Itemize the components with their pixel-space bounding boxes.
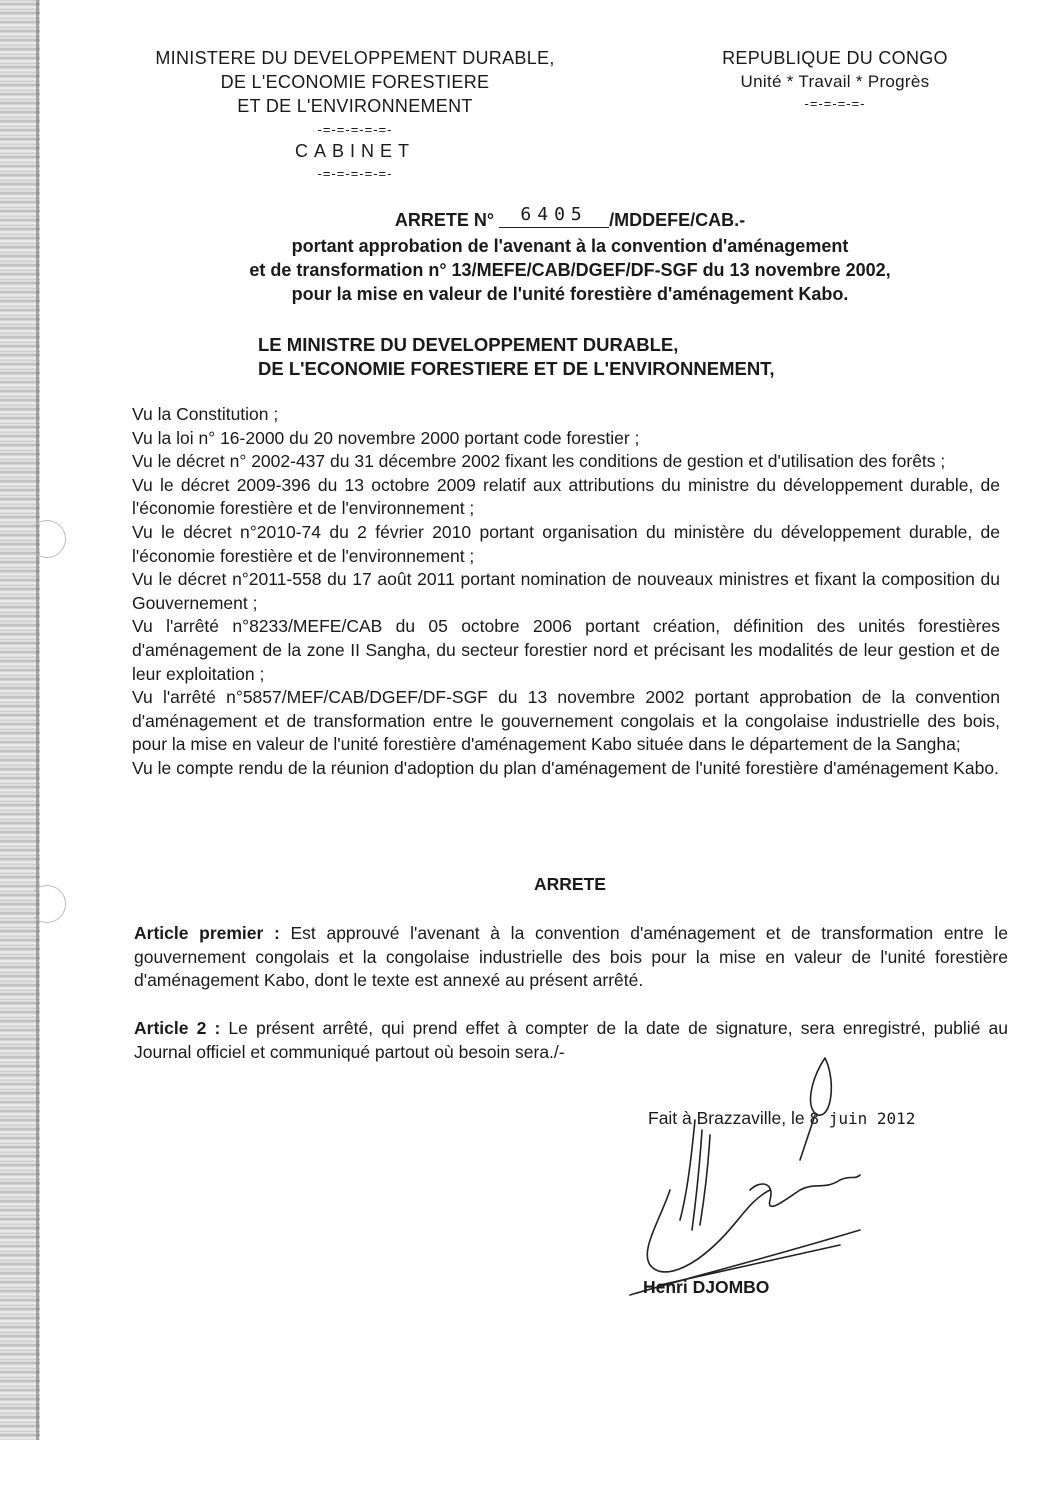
consideration-decret-2011-558: Vu le décret n°2011-558 du 17 août 2011 portant nomination de nouveaux ministres et fixant la composition du Gouvernement ; (132, 569, 1000, 613)
ministry-line-3: ET DE L'ENVIRONNEMENT (237, 96, 473, 116)
republic-name: REPUBLIQUE DU CONGO (722, 48, 948, 68)
arrete-number: 6405 (520, 204, 588, 225)
signature-place: Fait à Brazzaville, le (648, 1108, 805, 1128)
arrete-subject-line-1: portant approbation de l'avenant à la convention d'aménagement (291, 236, 849, 256)
article-premier-label: Article premier : (134, 923, 280, 943)
minister-line-1: LE MINISTRE DU DEVELOPPEMENT DURABLE, (258, 334, 679, 355)
ministry-line-1: MINISTERE DU DEVELOPPEMENT DURABLE, (155, 48, 555, 68)
handwritten-signature (600, 1040, 900, 1310)
article-premier-text: Est approuvé l'avenant à la convention d'aménagement et de transformation entre le gouvernement congolais et la congolaise industrielle des bois pour la mise en valeur de l'unité forestière d'aménagement Kabo, dont le texte est annexé au présent arrêté. (134, 923, 1009, 991)
cabinet-decoration: -=-=-=-=-=- (317, 166, 393, 181)
arrete-heading: ARRETE (534, 874, 606, 894)
republic-decoration: -=-=-=-=- (804, 96, 866, 111)
article-2-label: Article 2 : (134, 1018, 221, 1038)
scan-edge-artifact (0, 0, 40, 1440)
arrete-suffix: /MDDEFE/CAB.- (609, 210, 746, 230)
ministry-header (110, 46, 600, 181)
consideration-constitution: Vu la Constitution ; (132, 404, 279, 424)
article-2-text: Le présent arrêté, qui prend effet à compter de la date de signature, sera enregistré, publié au Journal officiel et communiqué partout où besoin sera./- (134, 1018, 1008, 1062)
arrete-subject-line-3: pour la mise en valeur de l'unité forestière d'aménagement Kabo. (291, 284, 849, 304)
punch-hole-middle (28, 885, 66, 923)
republic-header (690, 46, 980, 111)
consideration-arrete-8233: Vu l'arrêté n°8233/MEFE/CAB du 05 octobre 2006 portant création, définition des unités forestières d'aménagement de la zone II Sangha, du secteur forestier nord et précisant les modalités de leur gestion et de leur exploitation ; (132, 616, 1000, 684)
signature-date: 8 juin 2012 (809, 1109, 916, 1128)
consideration-loi-16-2000: Vu la loi n° 16-2000 du 20 novembre 2000 portant code forestier ; (132, 427, 640, 448)
republic-motto: Unité * Travail * Progrès (740, 72, 930, 91)
consideration-decret-2009-396: Vu le décret 2009-396 du 13 octobre 2009 relatif aux attributions du ministre du développement durable, de l'économie forestière et de l'environnement ; (132, 474, 1000, 519)
arrete-title (130, 204, 1010, 306)
consideration-decret-2010-74: Vu le décret n°2010-74 du 2 février 2010 portant organisation du ministère du développement durable, de l'économie forestière et de l'environnement ; (132, 521, 1000, 566)
arrete-number-line (130, 204, 1010, 234)
minister-block (258, 333, 958, 381)
arrete-prefix: ARRETE N° (394, 210, 495, 230)
signatory-name: Henri DJOMBO (643, 1277, 770, 1297)
arrete-subject-line-2: et de transformation n° 13/MEFE/CAB/DGEF/DF-SGF du 13 novembre 2002, (249, 260, 891, 280)
considerations (132, 403, 1000, 781)
article-premier (134, 922, 1008, 993)
scan-edge-line (36, 0, 39, 1440)
cabinet-label: CABINET (294, 141, 415, 161)
punch-hole-top (28, 520, 66, 558)
minister-line-2: DE L'ECONOMIE FORESTIERE ET DE L'ENVIRONNEMENT, (258, 358, 775, 379)
ministry-decoration: -=-=-=-=-=- (317, 122, 393, 137)
consideration-decret-2002-437: Vu le décret n° 2002-437 du 31 décembre 2002 fixant les conditions de gestion et d'utilisation des forêts ; (132, 451, 946, 472)
ministry-line-2: DE L'ECONOMIE FORESTIERE (220, 72, 490, 92)
consideration-compte-rendu: Vu le compte rendu de la réunion d'adoption du plan d'aménagement de l'unité forestière d'aménagement Kabo. (132, 757, 999, 778)
consideration-arrete-5857: Vu l'arrêté n°5857/MEF/CAB/DGEF/DF-SGF du 13 novembre 2002 portant approbation de la convention d'aménagement et de transformation entre le gouvernement congolais et la congolaise industrielle des bois, pour la mise en valeur de l'unité forestière d'aménagement Kabo située dans le département de la Sangha; (132, 687, 1000, 755)
